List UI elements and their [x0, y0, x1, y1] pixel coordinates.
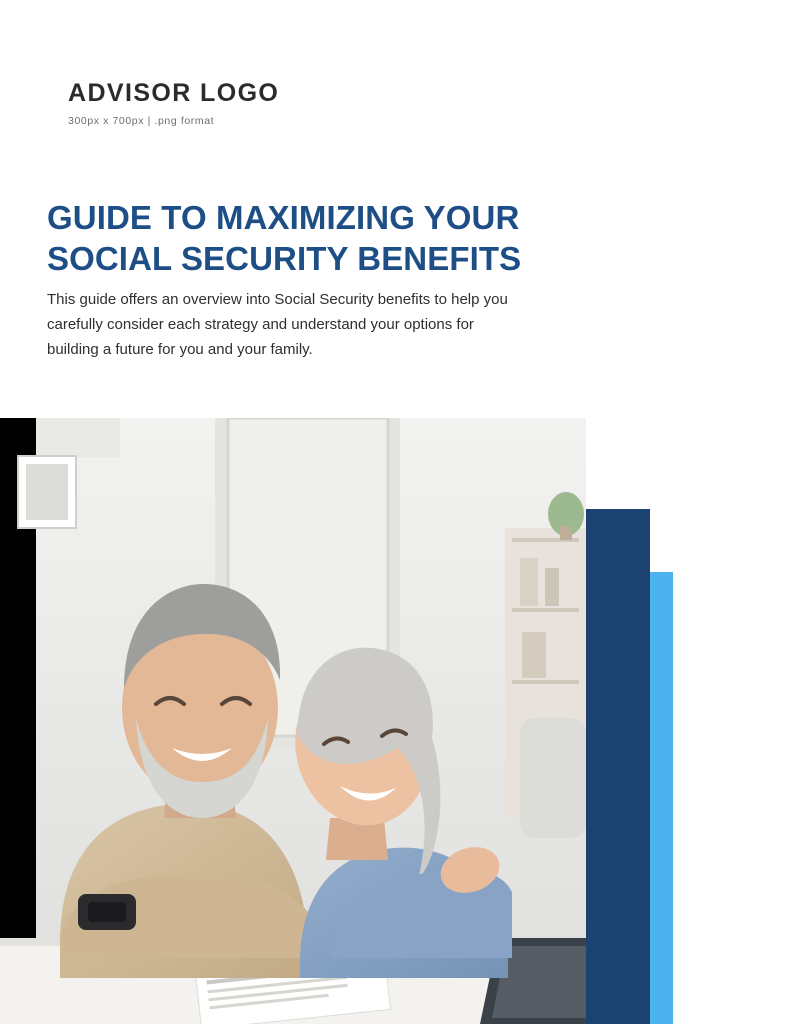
advisor-logo-text: ADVISOR LOGO [68, 79, 280, 107]
intro-paragraph: This guide offers an overview into Social Security benefits to help you carefully consider each strategy and understand your options for building a future for you and your family. [47, 291, 508, 359]
decorative-bar-dark [586, 509, 650, 1024]
advisor-logo-block [68, 80, 488, 127]
cover-photo-illustration [0, 418, 586, 1024]
advisor-logo-spec: 300px x 700px | .png format [68, 114, 215, 127]
cover-photo [0, 418, 586, 1024]
page-title-line-1: GUIDE TO MAXIMIZING YOUR [47, 199, 520, 237]
page-title-line-2: SOCIAL SECURITY BENEFITS [47, 240, 522, 278]
page-title [47, 198, 657, 280]
decorative-bar-light [650, 572, 673, 1024]
